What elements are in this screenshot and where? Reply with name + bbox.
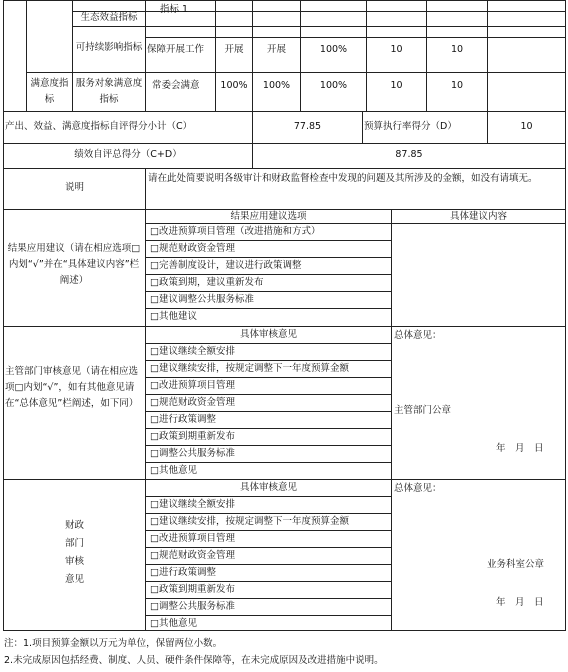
budget-score-label: 预算执行率得分（D） bbox=[364, 121, 457, 132]
total-score-value: 87.85 bbox=[395, 149, 423, 160]
satisfaction-indicator-label: 服务对象满意度指标 bbox=[75, 78, 143, 105]
footnote: 2.未完成原因包括经费、制度、人员、硬件条件保障等，在未完成原因及改进措施中说明。 bbox=[4, 655, 384, 666]
result-option-checkbox[interactable]: □改进预算项目管理（改进措施和方式） bbox=[150, 226, 321, 237]
result-option-checkbox[interactable]: □政策到期，建议重新发布 bbox=[150, 277, 264, 288]
satisfaction-value: 10 bbox=[390, 80, 403, 91]
result-option-checkbox[interactable]: □规范财政资金管理 bbox=[150, 243, 235, 254]
satisfaction-value: 100% bbox=[319, 80, 348, 91]
department-option-checkbox[interactable]: □进行政策调整 bbox=[150, 414, 216, 425]
sustainable-indicator-label: 可持续影响指标 bbox=[75, 42, 143, 53]
ecological-indicator-label: 生态效益指标 bbox=[80, 12, 138, 23]
table-rule bbox=[26, 72, 566, 73]
explanation-label: 说明 bbox=[64, 182, 84, 193]
satisfaction-value: 100% bbox=[262, 80, 291, 91]
department-option-checkbox[interactable]: □调整公共服务标准 bbox=[150, 448, 235, 459]
result-application-label: 结果应用建议（请在相应选项□内划“√”并在“具体建议内容”栏阐述） bbox=[7, 243, 141, 286]
table-rule bbox=[145, 0, 146, 111]
subtotal-label: 产出、效益、满意度指标自评得分小计（C） bbox=[5, 121, 193, 132]
sustainable-value: 10 bbox=[390, 44, 403, 55]
finance-review-label: 财政 bbox=[64, 520, 84, 531]
finance-review-label: 部门 bbox=[64, 538, 84, 549]
finance-option-checkbox[interactable]: □建议继续安排，按规定调整下一年度预算金额 bbox=[150, 516, 349, 527]
table-rule bbox=[362, 111, 363, 143]
finance-review-label: 审核 bbox=[64, 556, 84, 567]
finance-overall-label: 总体意见： bbox=[394, 483, 442, 494]
total-score-label: 绩效自评总得分（C+D） bbox=[74, 149, 182, 160]
finance-option-checkbox[interactable]: □政策到期重新发布 bbox=[150, 584, 235, 595]
table-rule bbox=[145, 37, 566, 38]
finance-option-checkbox[interactable]: □规范财政资金管理 bbox=[150, 550, 235, 561]
finance-date-label: 年 月 日 bbox=[496, 597, 544, 608]
table-rule bbox=[72, 26, 566, 27]
department-stamp-label: 主管部门公章 bbox=[394, 405, 452, 416]
ecological-indicator-item: 指标 1 bbox=[160, 4, 189, 15]
department-overall-label: 总体意见： bbox=[394, 330, 442, 341]
finance-option-checkbox[interactable]: □进行政策调整 bbox=[150, 567, 216, 578]
finance-option-checkbox[interactable]: □建议继续全额安排 bbox=[150, 499, 235, 510]
department-option-checkbox[interactable]: □建议继续全额安排 bbox=[150, 346, 235, 357]
explanation-text: 请在此处简要说明各级审计和财政监督检查中发现的问题及其所涉及的金额，如没有请填无。 bbox=[148, 173, 538, 184]
result-option-checkbox[interactable]: □其他建议 bbox=[150, 311, 197, 322]
finance-option-checkbox[interactable]: □改进预算项目管理 bbox=[150, 533, 235, 544]
department-option-checkbox[interactable]: □其他意见 bbox=[150, 465, 197, 476]
finance-review-label: 意见 bbox=[64, 574, 84, 585]
sustainable-value: 开展 bbox=[266, 44, 286, 55]
satisfaction-value: 100% bbox=[220, 80, 248, 91]
satisfaction-value: 10 bbox=[450, 80, 464, 91]
sustainable-value: 10 bbox=[450, 44, 464, 55]
table-rule bbox=[3, 168, 566, 169]
finance-review-header: 具体审核意见 bbox=[239, 482, 297, 493]
department-option-checkbox[interactable]: □改进预算项目管理 bbox=[150, 380, 235, 391]
sustainable-indicator-item: 保障开展工作 bbox=[147, 44, 205, 55]
table-rule bbox=[3, 143, 566, 144]
satisfaction-group-label: 满意度指标 bbox=[30, 78, 69, 105]
table-border bbox=[565, 0, 566, 631]
budget-score-value: 10 bbox=[520, 121, 533, 132]
table-rule bbox=[3, 111, 566, 112]
footnote: 注：1.项目预算金额以万元为单位，保留两位小数。 bbox=[4, 638, 223, 649]
department-date-label: 年 月 日 bbox=[496, 443, 544, 454]
table-rule bbox=[487, 0, 488, 111]
table-rule bbox=[72, 11, 566, 12]
table-rule bbox=[145, 168, 146, 631]
sustainable-value: 100% bbox=[319, 44, 348, 55]
satisfaction-indicator-item: 常委会满意 bbox=[152, 80, 200, 91]
subtotal-value: 77.85 bbox=[293, 121, 322, 132]
department-option-checkbox[interactable]: □建议继续安排，按规定调整下一年度预算金额 bbox=[150, 363, 349, 374]
result-option-checkbox[interactable]: □建议调整公共服务标准 bbox=[150, 294, 254, 305]
finance-option-checkbox[interactable]: □调整公共服务标准 bbox=[150, 601, 235, 612]
department-option-checkbox[interactable]: □规范财政资金管理 bbox=[150, 397, 235, 408]
result-options-header: 结果应用建议选项 bbox=[230, 211, 307, 222]
department-review-header: 具体审核意见 bbox=[239, 329, 297, 340]
sustainable-value: 开展 bbox=[224, 44, 244, 55]
result-content-header: 具体建议内容 bbox=[449, 211, 507, 222]
department-option-checkbox[interactable]: □政策到期重新发布 bbox=[150, 431, 235, 442]
result-option-checkbox[interactable]: □完善制度设计，建议进行政策调整 bbox=[150, 260, 302, 271]
department-review-label: 主管部门审核意见（请在相应选项□内划“√”，如有其他意见请在“总体意见”栏阐述，如下同） bbox=[5, 366, 139, 409]
finance-option-checkbox[interactable]: □其他意见 bbox=[150, 618, 197, 629]
table-border bbox=[3, 0, 566, 1]
finance-stamp-label: 业务科室公章 bbox=[487, 559, 545, 570]
